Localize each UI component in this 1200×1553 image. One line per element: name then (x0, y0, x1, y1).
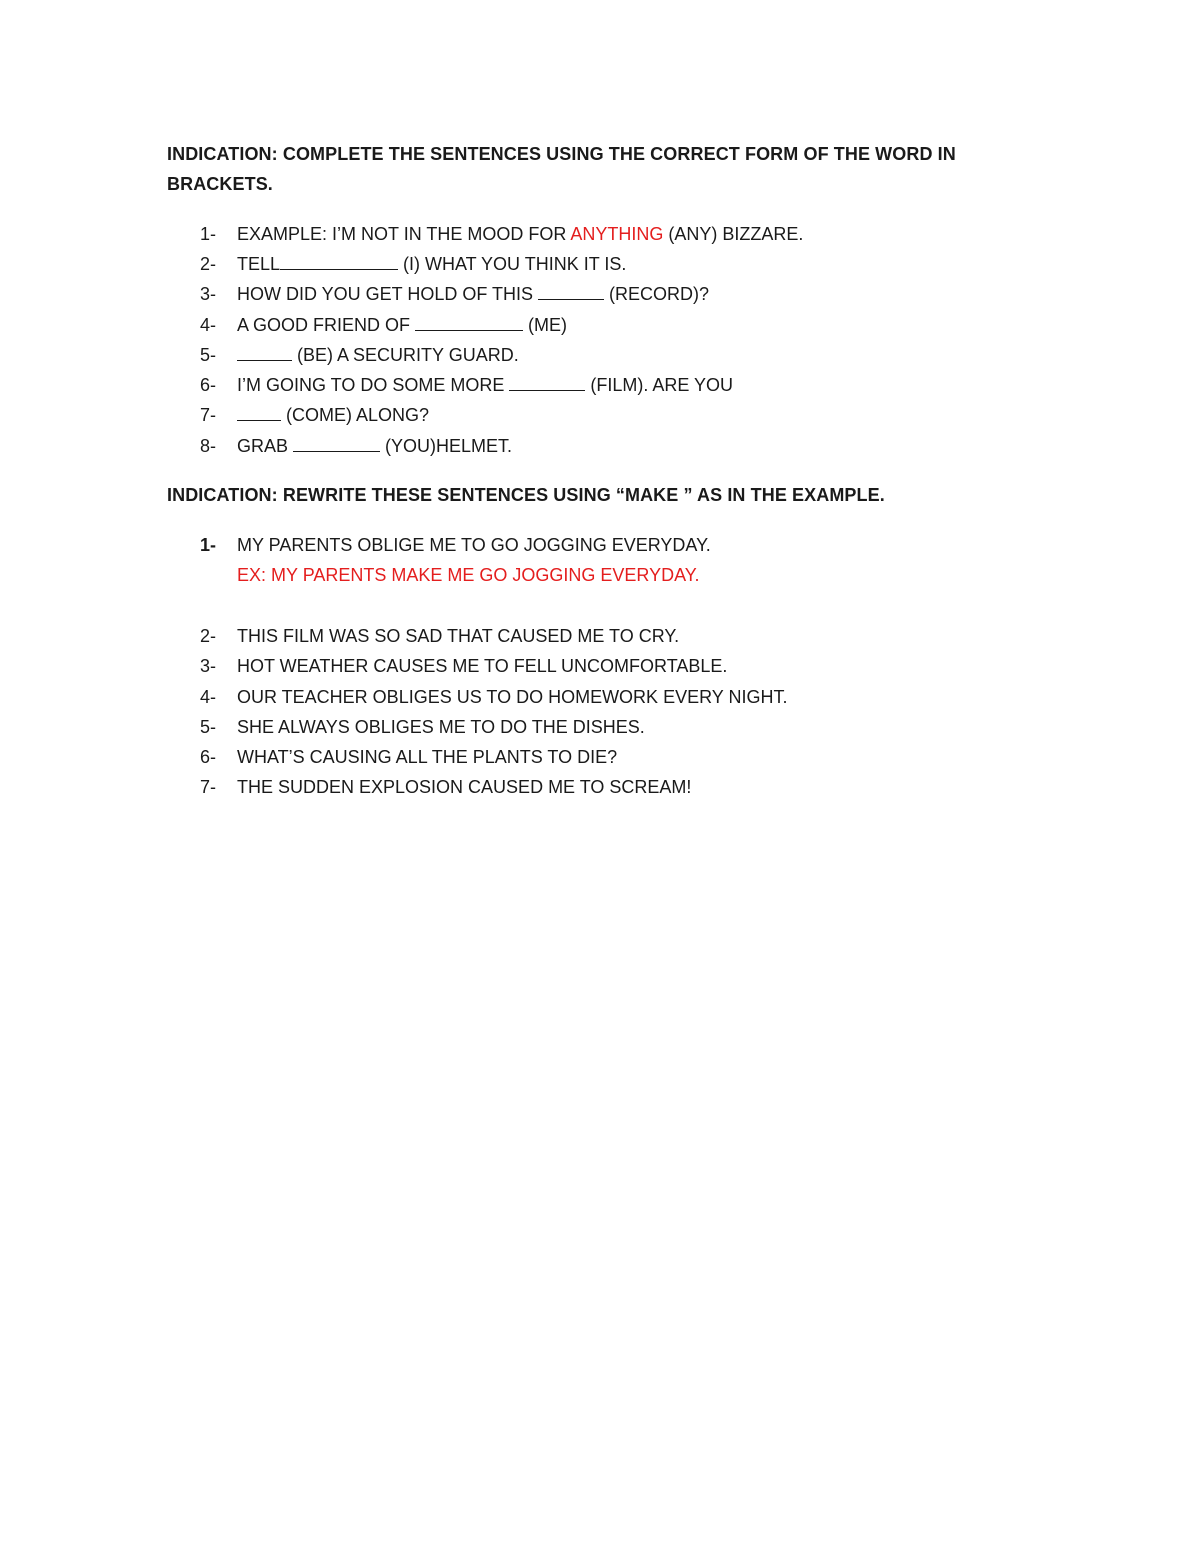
item-number: 4- (200, 315, 217, 335)
section1-heading: INDICATION: COMPLETE THE SENTENCES USING THE CORRECT FORM OF THE WORD IN BRACKETS. (167, 144, 956, 194)
item-text (237, 344, 519, 366)
item-number: 5- (200, 345, 217, 365)
answer-blank (237, 404, 281, 421)
item-text-post: (ME) (523, 315, 568, 335)
item-text (237, 223, 803, 245)
item-number: 1- (200, 535, 217, 555)
item-text: MY PARENTS OBLIGE ME TO GO JOGGING EVERYDAY. (237, 535, 711, 555)
example-sentence: EX: MY PARENTS MAKE ME GO JOGGING EVERYDAY. (237, 565, 700, 585)
answer-blank (509, 374, 585, 391)
item-number: 4- (200, 687, 217, 707)
answer-blank (237, 344, 292, 361)
item-number: 1- (200, 224, 217, 244)
item-number: 8- (200, 436, 217, 456)
item-text (237, 253, 626, 275)
item-text: WHAT’S CAUSING ALL THE PLANTS TO DIE? (237, 747, 618, 767)
answer-blank (293, 435, 380, 452)
item-text: HOT WEATHER CAUSES ME TO FELL UNCOMFORTABLE. (237, 656, 728, 676)
item-number: 6- (200, 747, 217, 767)
item-text-post: (FILM). ARE YOU (585, 375, 734, 395)
item-text (237, 435, 512, 457)
item-text-pre: HOW DID YOU GET HOLD OF THIS (237, 284, 539, 304)
item-text-post: (RECORD)? (604, 284, 710, 304)
item-number: 3- (200, 656, 217, 676)
item-text (237, 314, 567, 336)
item-text-pre: I’M GOING TO DO SOME MORE (237, 375, 510, 395)
item-number: 3- (200, 284, 217, 304)
item-number: 2- (200, 254, 217, 274)
answer-blank (280, 253, 398, 270)
item-text: OUR TEACHER OBLIGES US TO DO HOMEWORK EVERY NIGHT. (237, 687, 788, 707)
item-text: THE SUDDEN EXPLOSION CAUSED ME TO SCREAM! (237, 777, 692, 797)
item-text: SHE ALWAYS OBLIGES ME TO DO THE DISHES. (237, 717, 645, 737)
item-text (237, 283, 709, 305)
answer-blank (538, 283, 604, 300)
item-text-pre: GRAB (237, 436, 294, 456)
item-text-post: (YOU)HELMET. (380, 436, 513, 456)
item-text-post: (COME) ALONG? (281, 405, 430, 425)
item-text (237, 404, 429, 426)
item-text-post: (ANY) BIZZARE. (663, 224, 804, 244)
item-number: 7- (200, 777, 217, 797)
answer-blank (415, 314, 523, 331)
item-number: 2- (200, 626, 217, 646)
section2-heading: INDICATION: REWRITE THESE SENTENCES USING “MAKE ” AS IN THE EXAMPLE. (167, 485, 885, 505)
item-text-pre: TELL (237, 254, 281, 274)
item-text-pre: A GOOD FRIEND OF (237, 315, 416, 335)
item-number: 7- (200, 405, 217, 425)
item-number: 6- (200, 375, 217, 395)
item-text-post: (I) WHAT YOU THINK IT IS. (398, 254, 627, 274)
item-text (237, 374, 733, 396)
item-text-pre: EXAMPLE: I’M NOT IN THE MOOD FOR (237, 224, 571, 244)
example-answer: ANYTHING (570, 224, 664, 244)
item-text: THIS FILM WAS SO SAD THAT CAUSED ME TO CRY. (237, 626, 680, 646)
item-number: 5- (200, 717, 217, 737)
item-text-post: (BE) A SECURITY GUARD. (292, 345, 519, 365)
